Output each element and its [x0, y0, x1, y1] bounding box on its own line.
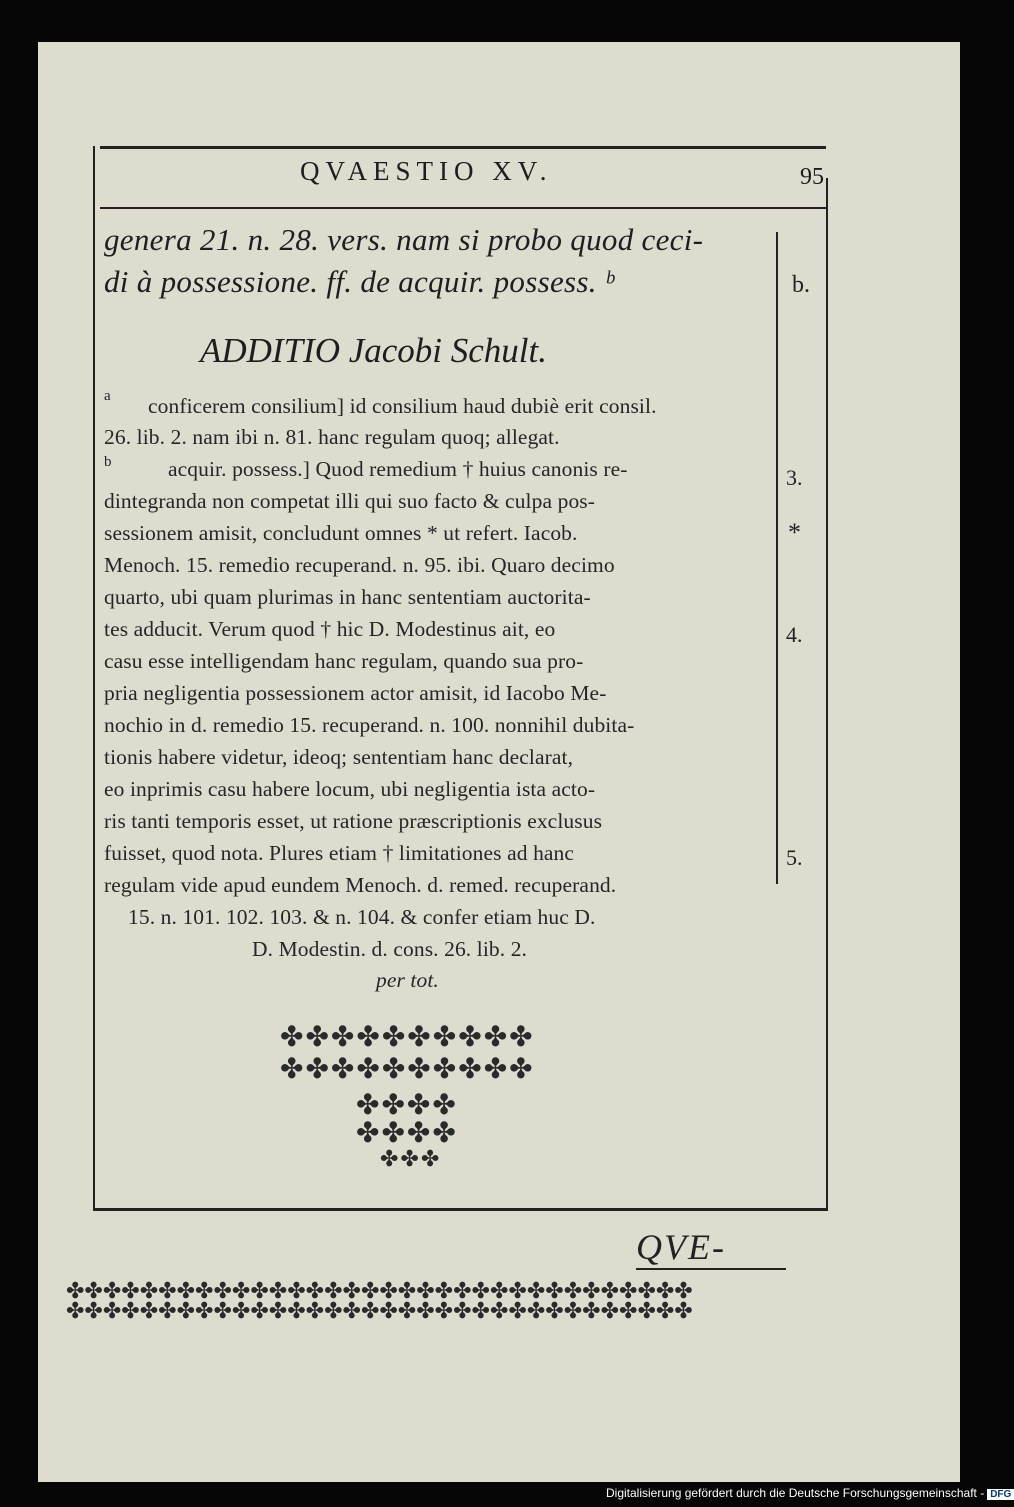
- addition-line: tes adducit. Verum quod † hic D. Modestinus ait, eo: [104, 617, 556, 641]
- top-rule: [100, 146, 826, 149]
- main-text-line: di à possessione. ff. de acquir. possess. ᵇ: [104, 264, 614, 299]
- addition-line: nochio in d. remedio 15. recuperand. n. 100. nonnihil dubita-: [104, 713, 635, 737]
- dfg-credit: [606, 1486, 1014, 1500]
- main-text-line: genera 21. n. 28. vers. nam si probo quod ceci-: [104, 222, 704, 257]
- margin-note: 5.: [786, 845, 803, 870]
- addition-line: fuisset, quod nota. Plures etiam † limitationes ad hanc: [104, 841, 575, 865]
- addition-line: conficerem consilium] id consilium haud dubiè erit consil.: [148, 394, 657, 418]
- margin-note-b: b.: [792, 272, 810, 298]
- addition-title: ADDITIO Jacobi Schult.: [200, 331, 548, 370]
- addition-line: dintegranda non competat illi qui suo facto & culpa pos-: [104, 489, 596, 513]
- addition-line: 26. lib. 2. nam ibi n. 81. hanc regulam quoq; allegat.: [104, 425, 560, 449]
- addition-line: quarto, ubi quam plurimas in hanc sententiam auctorita-: [104, 585, 591, 609]
- page-number: 95: [800, 164, 824, 190]
- addition-line: D. Modestin. d. cons. 26. lib. 2.: [252, 937, 528, 961]
- addition-line: per tot.: [376, 968, 439, 992]
- text-column-rule: [776, 232, 778, 884]
- ornament-row: ✤✤✤✤✤✤✤✤✤✤: [280, 1022, 535, 1053]
- dfg-credit-text: Digitalisierung gefördert durch die Deutsche Forschungsgemeinschaft -: [606, 1486, 985, 1500]
- addition-line: Menoch. 15. remedio recuperand. n. 95. ibi. Quaro decimo: [104, 553, 615, 577]
- ornament-border: ✤✤✤✤✤✤✤✤✤✤✤✤✤✤✤✤✤✤✤✤✤✤✤✤✤✤✤✤✤✤✤✤✤✤: [66, 1278, 693, 1303]
- right-frame-rule: [826, 178, 828, 1210]
- dfg-logo: DFG: [987, 1489, 1014, 1500]
- note-a-marker: a: [104, 388, 111, 404]
- addition-line: 15. n. 101. 102. 103. & n. 104. & confer etiam huc D.: [128, 905, 596, 929]
- catchword: QVE-: [636, 1227, 726, 1267]
- ornament-row: ✤✤✤✤: [356, 1090, 458, 1121]
- margin-note: *: [788, 518, 801, 547]
- addition-line: acquir. possess.] Quod remedium † huius canonis re-: [168, 457, 628, 481]
- left-frame-rule: [93, 146, 95, 1210]
- addition-line: ris tanti temporis esset, ut ratione præscriptionis exclusus: [104, 809, 603, 833]
- margin-note: 4.: [786, 622, 803, 647]
- note-b-marker: b: [104, 454, 112, 470]
- addition-line: tionis habere videtur, ideoq; sententiam hanc declarat,: [104, 745, 574, 769]
- ornament-border: ✤✤✤✤✤✤✤✤✤✤✤✤✤✤✤✤✤✤✤✤✤✤✤✤✤✤✤✤✤✤✤✤✤✤: [66, 1298, 693, 1323]
- margin-note: 3.: [786, 465, 803, 490]
- header-rule: [100, 207, 826, 209]
- addition-line: pria negligentia possessionem actor amisit, id Iacobo Me-: [104, 681, 607, 705]
- ornament-row: ✤✤✤✤: [356, 1118, 458, 1149]
- running-title: QVAESTIO XV.: [300, 156, 553, 186]
- addition-line: sessionem amisit, concludunt omnes * ut refert. Iacob.: [104, 521, 578, 545]
- addition-line: eo inprimis casu habere locum, ubi negligentia ista acto-: [104, 777, 596, 801]
- addition-line: regulam vide apud eundem Menoch. d. remed. recuperand.: [104, 873, 617, 897]
- ornament-row: ✤✤✤: [380, 1146, 442, 1171]
- bottom-rule: [93, 1208, 828, 1211]
- ornament-row: ✤✤✤✤✤✤✤✤✤✤: [280, 1054, 535, 1085]
- addition-line: casu esse intelligendam hanc regulam, quando sua pro-: [104, 649, 584, 673]
- catchword-underline: [636, 1268, 786, 1270]
